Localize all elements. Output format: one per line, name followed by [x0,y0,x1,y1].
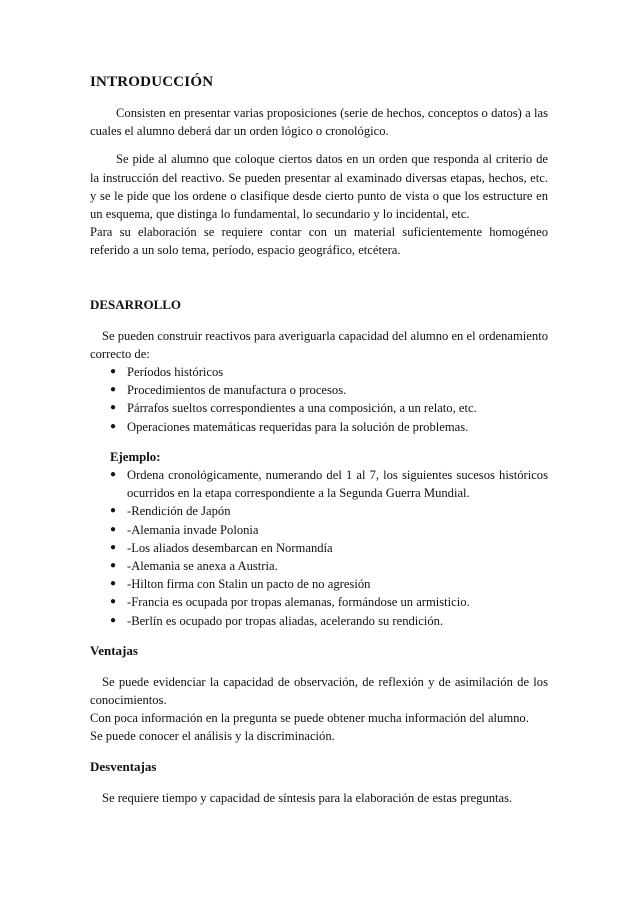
bullet-icon: ● [110,505,117,517]
ventajas-paragraph-3: Se puede conocer el análisis y la discriminación. [90,729,335,744]
intro-title: INTRODUCCIÓN [90,74,214,90]
list-item: ● -Los aliados desembarcan en Normandía [127,539,548,557]
bullet-icon: ● [110,366,117,378]
bullet-icon: ● [110,596,117,608]
ventajas-paragraph-2: Con poca información en la pregunta se puede obtener mucha información del alumno. [90,711,529,726]
list-item: ● Períodos históricos [127,363,548,381]
ejemplo-list [90,466,548,630]
bullet-icon: ● [110,523,117,535]
bullet-icon: ● [110,384,117,396]
document-content [90,72,548,807]
ventajas-title: Ventajas [90,642,138,658]
ejemplo-label: Ejemplo: [110,449,161,464]
list-item: ● -Alemania invade Polonia [127,521,548,539]
list-item: ● Operaciones matemáticas requeridas para la solución de problemas. [127,418,548,436]
bullet-icon: ● [110,541,117,553]
desarrollo-list [90,363,548,436]
bullet-icon: ● [110,420,117,432]
desarrollo-title: DESARROLLO [90,296,182,312]
desventajas-title: Desventajas [90,758,157,774]
list-item: ● -Berlín es ocupado por tropas aliadas, acelerando su rendición. [127,612,548,630]
desarrollo-paragraph-1: Se pueden construir reactivos para averiguarla capacidad del alumno en el ordenamiento correcto de: [90,328,548,361]
bullet-icon: ● [110,578,117,590]
list-item: ● -Hilton firma con Stalin un pacto de no agresión [127,575,548,593]
list-item: ● Ordena cronológicamente, numerando del 1 al 7, los siguientes sucesos históricos ocurridos en la etapa correspondiente a la Segunda Guerra Mundial. [110,468,548,501]
intro-paragraph-1: Consisten en presentar varias proposiciones (serie de hechos, conceptos o datos) a las cuales el alumno deberá dar un orden lógico o cronológico. [90,106,548,139]
list-item: ● -Alemania se anexa a Austria. [127,557,548,575]
intro-paragraph-3: Para su elaboración se requiere contar con un material suficientemente homogéneo referido a un solo tema, período, espacio geográfico, etcétera. [90,225,548,258]
intro-paragraph-2: Se pide al alumno que coloque ciertos datos en un orden que responda al criterio de la instrucción del reactivo. Se pueden presentar al examinado diversas etapas, hechos, etc. y se le pide que los ordene o clasifique desde cierto punto de vista o que los estructure en un esquema, que distinga lo fundamental, lo secundario y lo incidental, etc. [90,152,548,222]
desventajas-paragraph-1: Se requiere tiempo y capacidad de síntesis para la elaboración de estas preguntas. [102,790,513,805]
list-item: ● Procedimientos de manufactura o procesos. [127,381,548,399]
bullet-icon: ● [110,560,117,572]
bullet-icon: ● [110,469,117,481]
bullet-icon: ● [110,402,117,414]
list-item: ● Párrafos sueltos correspondientes a una composición, a un relato, etc. [127,399,548,417]
list-item: ● -Rendición de Japón [127,502,548,520]
ventajas-paragraph-1: Se puede evidenciar la capacidad de observación, de reflexión y de asimilación de los conocimientos. [90,674,548,708]
bullet-icon: ● [110,614,117,626]
list-item: ● -Francia es ocupada por tropas alemanas, formándose un armisticio. [127,593,548,611]
